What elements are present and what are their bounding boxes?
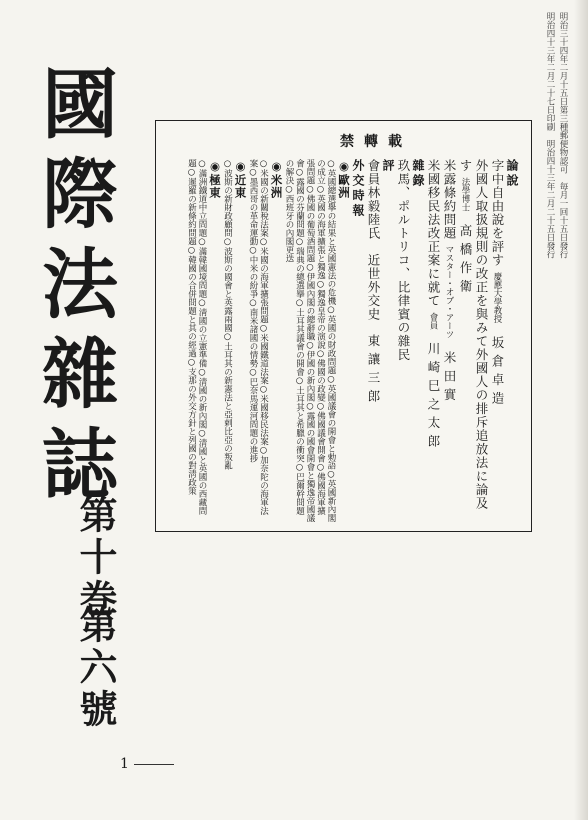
article-author: 高橋作衛 [458,224,473,299]
article-affiliation: マスター・オブ・アーツ [444,244,454,339]
region-heading-europe: ◉歐洲 [337,159,351,199]
article-title: 米國移民法改正案に就て [426,159,441,308]
article-affiliation: 法學博士 [460,177,470,212]
table-of-contents [155,120,532,532]
section-heading: 外交時報 [351,159,365,219]
news-neareast: ○波斯の新財政顧問○波斯の國會と英露兩國○土耳其の新憲法と亞剌比亞の叛亂 [222,159,233,470]
article-author: 川崎巳之太郎 [426,342,441,454]
title-char: 雜 [42,330,118,419]
article-affiliation: 會員 [428,312,438,330]
region-heading-neareast: ◉近東 [233,159,248,199]
section-heading: 評 [381,159,395,174]
article-title: 外國人取扱規則の改正を與みて外國人の排斥追放法に論及す [458,159,489,510]
reprint-notice: 禁轉載 [340,134,412,150]
news-fareast: ○滿洲鐵道中立問題○滿韓國境問題○淸國の立憲準備○淸國の新內閣○淸國と英國の西藏問題○暹羅の新條約問題○韓國の合併問題と其の經過○支那の外交方針と列國の對淸政策 [186,159,207,515]
miscellany-entry[interactable]: 玖馬、ポルトリコ、比律賓の雜民 [396,159,411,362]
news-europe: ○英國總選擧の結果と英國憲法の危機○英國の財政問題○英國議會の開會と勅語○英國新內閣の成立○英國の海軍擴張と獨逸○獨逸皇帝の演說○佛國の政變○佛國議會開會○佛國海軍擴張問題○佛國の葡萄酒問題○伊國內閣の總辭職○伊國の新內閣○露國の國會開會と獨逸帝國議會○露國の芬蘭問題○瑞典の總選擧○土耳其議會の開會○土耳其と希臘の衝突○巴爾幹問題の解決○西班牙の內閣更迭 [284,159,336,522]
volume-number: 第十巻 [73,495,118,621]
news-america: ○米國の新關稅法案○米國の海軍擴張問題○米國鐵道法案○米國移民法案○加奈陀の海軍法案○墨西哥の革命運動○中米の紛爭○南米諸國の情勢○巴奈馬運河問題の進捗 [248,159,269,515]
page-rule [134,764,174,765]
article-author: 坂倉卓造 [490,335,505,410]
article-entry[interactable] [441,159,457,523]
review-title: 會員林毅陸氏 近世外交史 [366,159,381,321]
issue-number: 第六號 [73,605,118,731]
article-entry[interactable] [457,159,489,523]
article-title: 米露條約問題 [442,159,457,240]
masthead-title [30,60,130,510]
title-char: 際 [42,150,118,239]
article-entry[interactable] [489,159,505,523]
title-char: 法 [42,240,118,329]
article-entry[interactable] [425,159,441,523]
article-affiliation: 慶應大學教授 [492,271,502,323]
section-heading: 雜錄 [411,159,425,189]
article-title: 字中自由說を評す [490,159,505,267]
article-author: 米田實 [442,351,457,407]
scan-edge [574,0,588,820]
imprint [542,12,568,372]
review-author: 東讓三郎 [366,333,381,408]
section-heading: 論說 [505,159,519,189]
region-heading-fareast: ◉極東 [208,159,222,199]
review-entry[interactable] [365,159,381,523]
title-char: 誌 [42,420,118,509]
imprint-line: 明治四十三年二月二十七日印刷 明治四十三年二月二十五日發行 [545,12,555,259]
toc-body [164,159,519,523]
page-number: 1 [120,756,129,772]
title-char: 國 [42,60,118,149]
imprint-line: 明治三十四年二月十五日第三種郵便物認可 毎月一回十五日發行 [558,12,568,259]
region-heading-america: ◉米洲 [269,159,284,199]
